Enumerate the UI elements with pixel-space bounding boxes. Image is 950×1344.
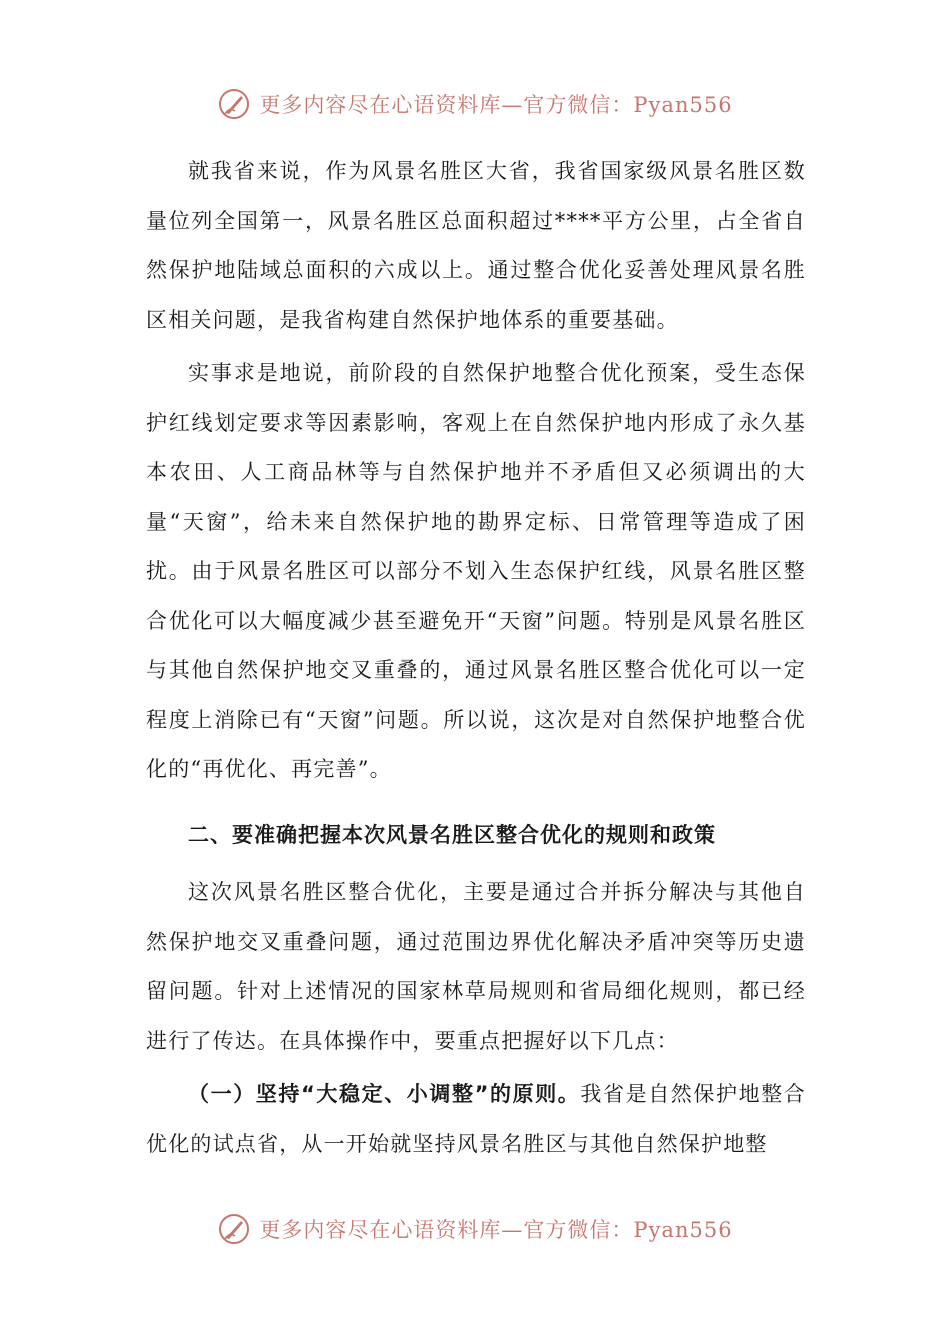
quill-logo-icon (217, 87, 251, 121)
document-body (146, 147, 806, 1173)
paragraph-1: 就我省来说，作为风景名胜区大省，我省国家级风景名胜区数量位列全国第一，风景名胜区总面积超过****平方公里，占全省自然保护地陆域总面积的六成以上。通过整合优化妥善处理风景名胜区相关问题，是我省构建自然保护地体系的重要基础。 (146, 159, 806, 332)
paragraph-2: 实事求是地说，前阶段的自然保护地整合优化预案，受生态保护红线划定要求等因素影响，客观上在自然保护地内形成了永久基本农田、人工商品林等与自然保护地并不矛盾但又必须调出的大量“天窗”，给未来自然保护地的勘界定标、日常管理等造成了困扰。由于风景名胜区可以部分不划入生态保护红线，风景名胜区整合优化可以大幅度减少甚至避免开“天窗”问题。特别是风景名胜区与其他自然保护地交叉重叠的，通过风景名胜区整合优化可以一定程度上消除已有“天窗”问题。所以说，这次是对自然保护地整合优化的“再优化、再完善”。 (146, 361, 806, 781)
section-paragraph: 这次风景名胜区整合优化，主要是通过合并拆分解决与其他自然保护地交叉重叠问题，通过范围边界优化解决矛盾冲突等历史遗留问题。针对上述情况的国家林草局规则和省局细化规则，都已经进行了传达。在具体操作中，要重点把握好以下几点： (146, 880, 806, 1053)
point-1-title: （一）坚持“大稳定、小调整”的原则。 (188, 1082, 581, 1106)
watermark-header (0, 84, 950, 124)
quill-logo-icon (217, 1212, 251, 1246)
point-1-body: 我省是自然保护地整合优化的试点省，从一开始就坚持风景名胜区与其他自然保护地整 (146, 1082, 807, 1156)
watermark-text: 更多内容尽在心语资料库—官方微信：Pyan556 (259, 93, 733, 117)
point-1-paragraph (146, 1070, 806, 1169)
watermark-text: 更多内容尽在心语资料库—官方微信：Pyan556 (259, 1218, 733, 1242)
watermark-footer (0, 1209, 950, 1249)
section-heading: 二、要准确把握本次风景名胜区整合优化的规则和政策 (188, 822, 716, 847)
